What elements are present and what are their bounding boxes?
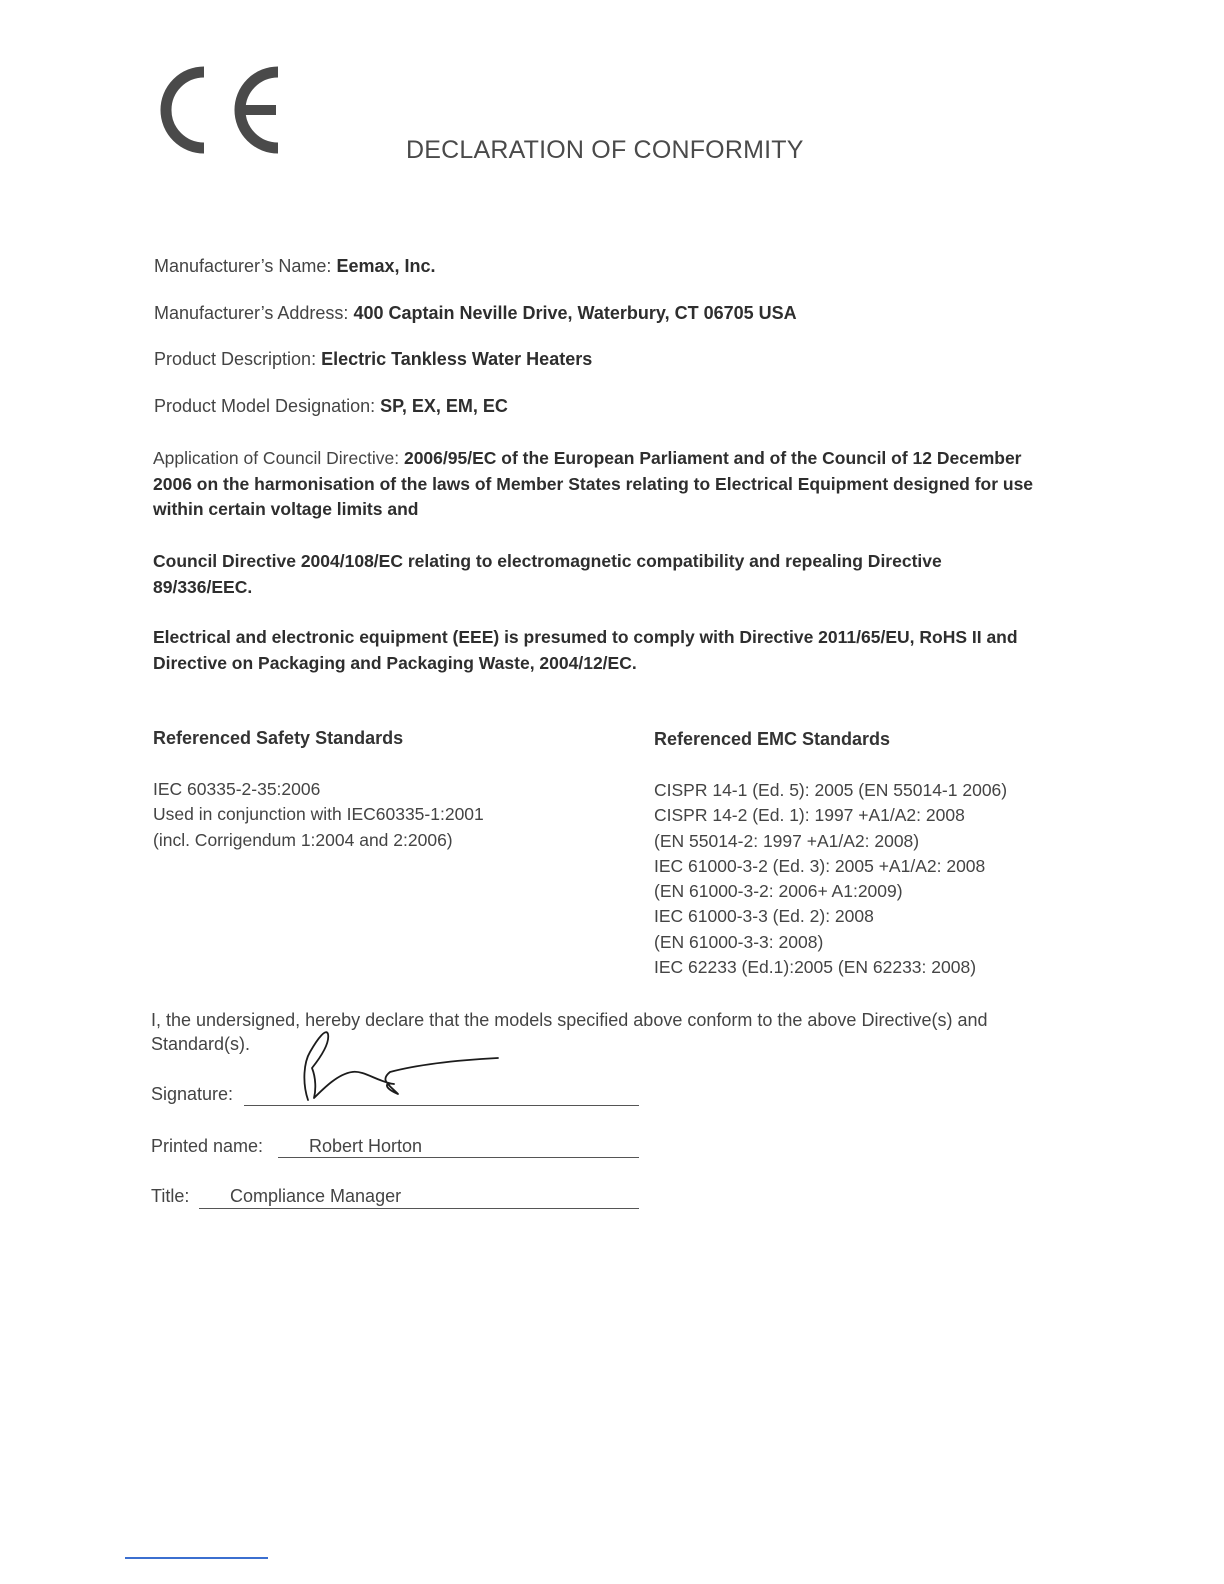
list-item: IEC 62233 (Ed.1):2005 (EN 62233: 2008) [654,957,977,978]
product-description-label: Product Description: [154,349,317,369]
list-item: (EN 55014-2: 1997 +A1/A2: 2008) [654,830,920,851]
emc-directive-paragraph: Council Directive 2004/108/EC relating to electromagnetic compatibility and repealing Directive 89/336/EEC. [153,551,942,597]
list-item: IEC 61000-3-3 (Ed. 2): 2008 [654,906,874,927]
safety-standards-list [153,777,484,853]
emc-standards-list [654,778,1007,980]
footnote-separator [125,1557,268,1559]
title-line [199,1208,639,1209]
printed-name-label: Printed name: [151,1136,264,1156]
model-designation-row [154,396,508,417]
signature-label: Signature: [151,1084,234,1104]
manufacturer-name-row [154,256,436,277]
council-directive-text: 2006/95/EC of the European Parliament and of the Council of 12 December 2006 on the harmonisation of the laws of Member States relating to Electrical Equipment designed for use within certain voltage limits and [153,448,1034,519]
declaration-statement: I, the undersigned, hereby declare that the models specified above conform to the above Directive(s) and Standard(s). [151,1010,988,1054]
list-item: (EN 61000-3-2: 2006+ A1:2009) [654,881,903,902]
title-label: Title: [151,1186,190,1206]
printed-name-line [278,1157,639,1158]
council-directive-paragraph [153,446,1063,523]
rohs-paragraph: Electrical and electronic equipment (EEE) is presumed to comply with Directive 2011/65/EU, RoHS II and Directive on Packaging and Packaging Waste, 2004/12/EC. [153,627,1018,673]
list-item: (EN 61000-3-3: 2008) [654,931,824,952]
list-item: (incl. Corrigendum 1:2004 and 2:2006) [153,829,453,850]
emc-standards-heading: Referenced EMC Standards [654,729,891,749]
safety-standards-heading: Referenced Safety Standards [153,728,404,748]
product-description-value: Electric Tankless Water Heaters [321,349,593,369]
handwritten-signature [290,1022,510,1106]
manufacturer-name-value: Eemax, Inc. [336,256,436,276]
printed-name-value: Robert Horton [309,1136,423,1156]
manufacturer-name-label: Manufacturer’s Name: [154,256,332,276]
ce-mark-icon [160,64,288,156]
product-description-row [154,349,592,370]
list-item: IEC 60335-2-35:2006 [153,779,321,799]
list-item: CISPR 14-2 (Ed. 1): 1997 +A1/A2: 2008 [654,805,965,826]
model-designation-label: Product Model Designation: [154,396,376,416]
list-item: Used in conjunction with IEC60335-1:2001 [153,804,484,825]
manufacturer-address-row [154,303,797,324]
title-value: Compliance Manager [230,1186,402,1206]
document-title: DECLARATION OF CONFORMITY [406,136,804,164]
manufacturer-address-label: Manufacturer’s Address: [154,303,349,323]
list-item: CISPR 14-1 (Ed. 5): 2005 (EN 55014-1 2006) [654,780,1008,800]
council-directive-label: Application of Council Directive: [153,448,400,468]
model-designation-value: SP, EX, EM, EC [380,396,508,416]
manufacturer-address-value: 400 Captain Neville Drive, Waterbury, CT 06705 USA [353,303,797,323]
list-item: IEC 61000-3-2 (Ed. 3): 2005 +A1/A2: 2008 [654,855,986,876]
